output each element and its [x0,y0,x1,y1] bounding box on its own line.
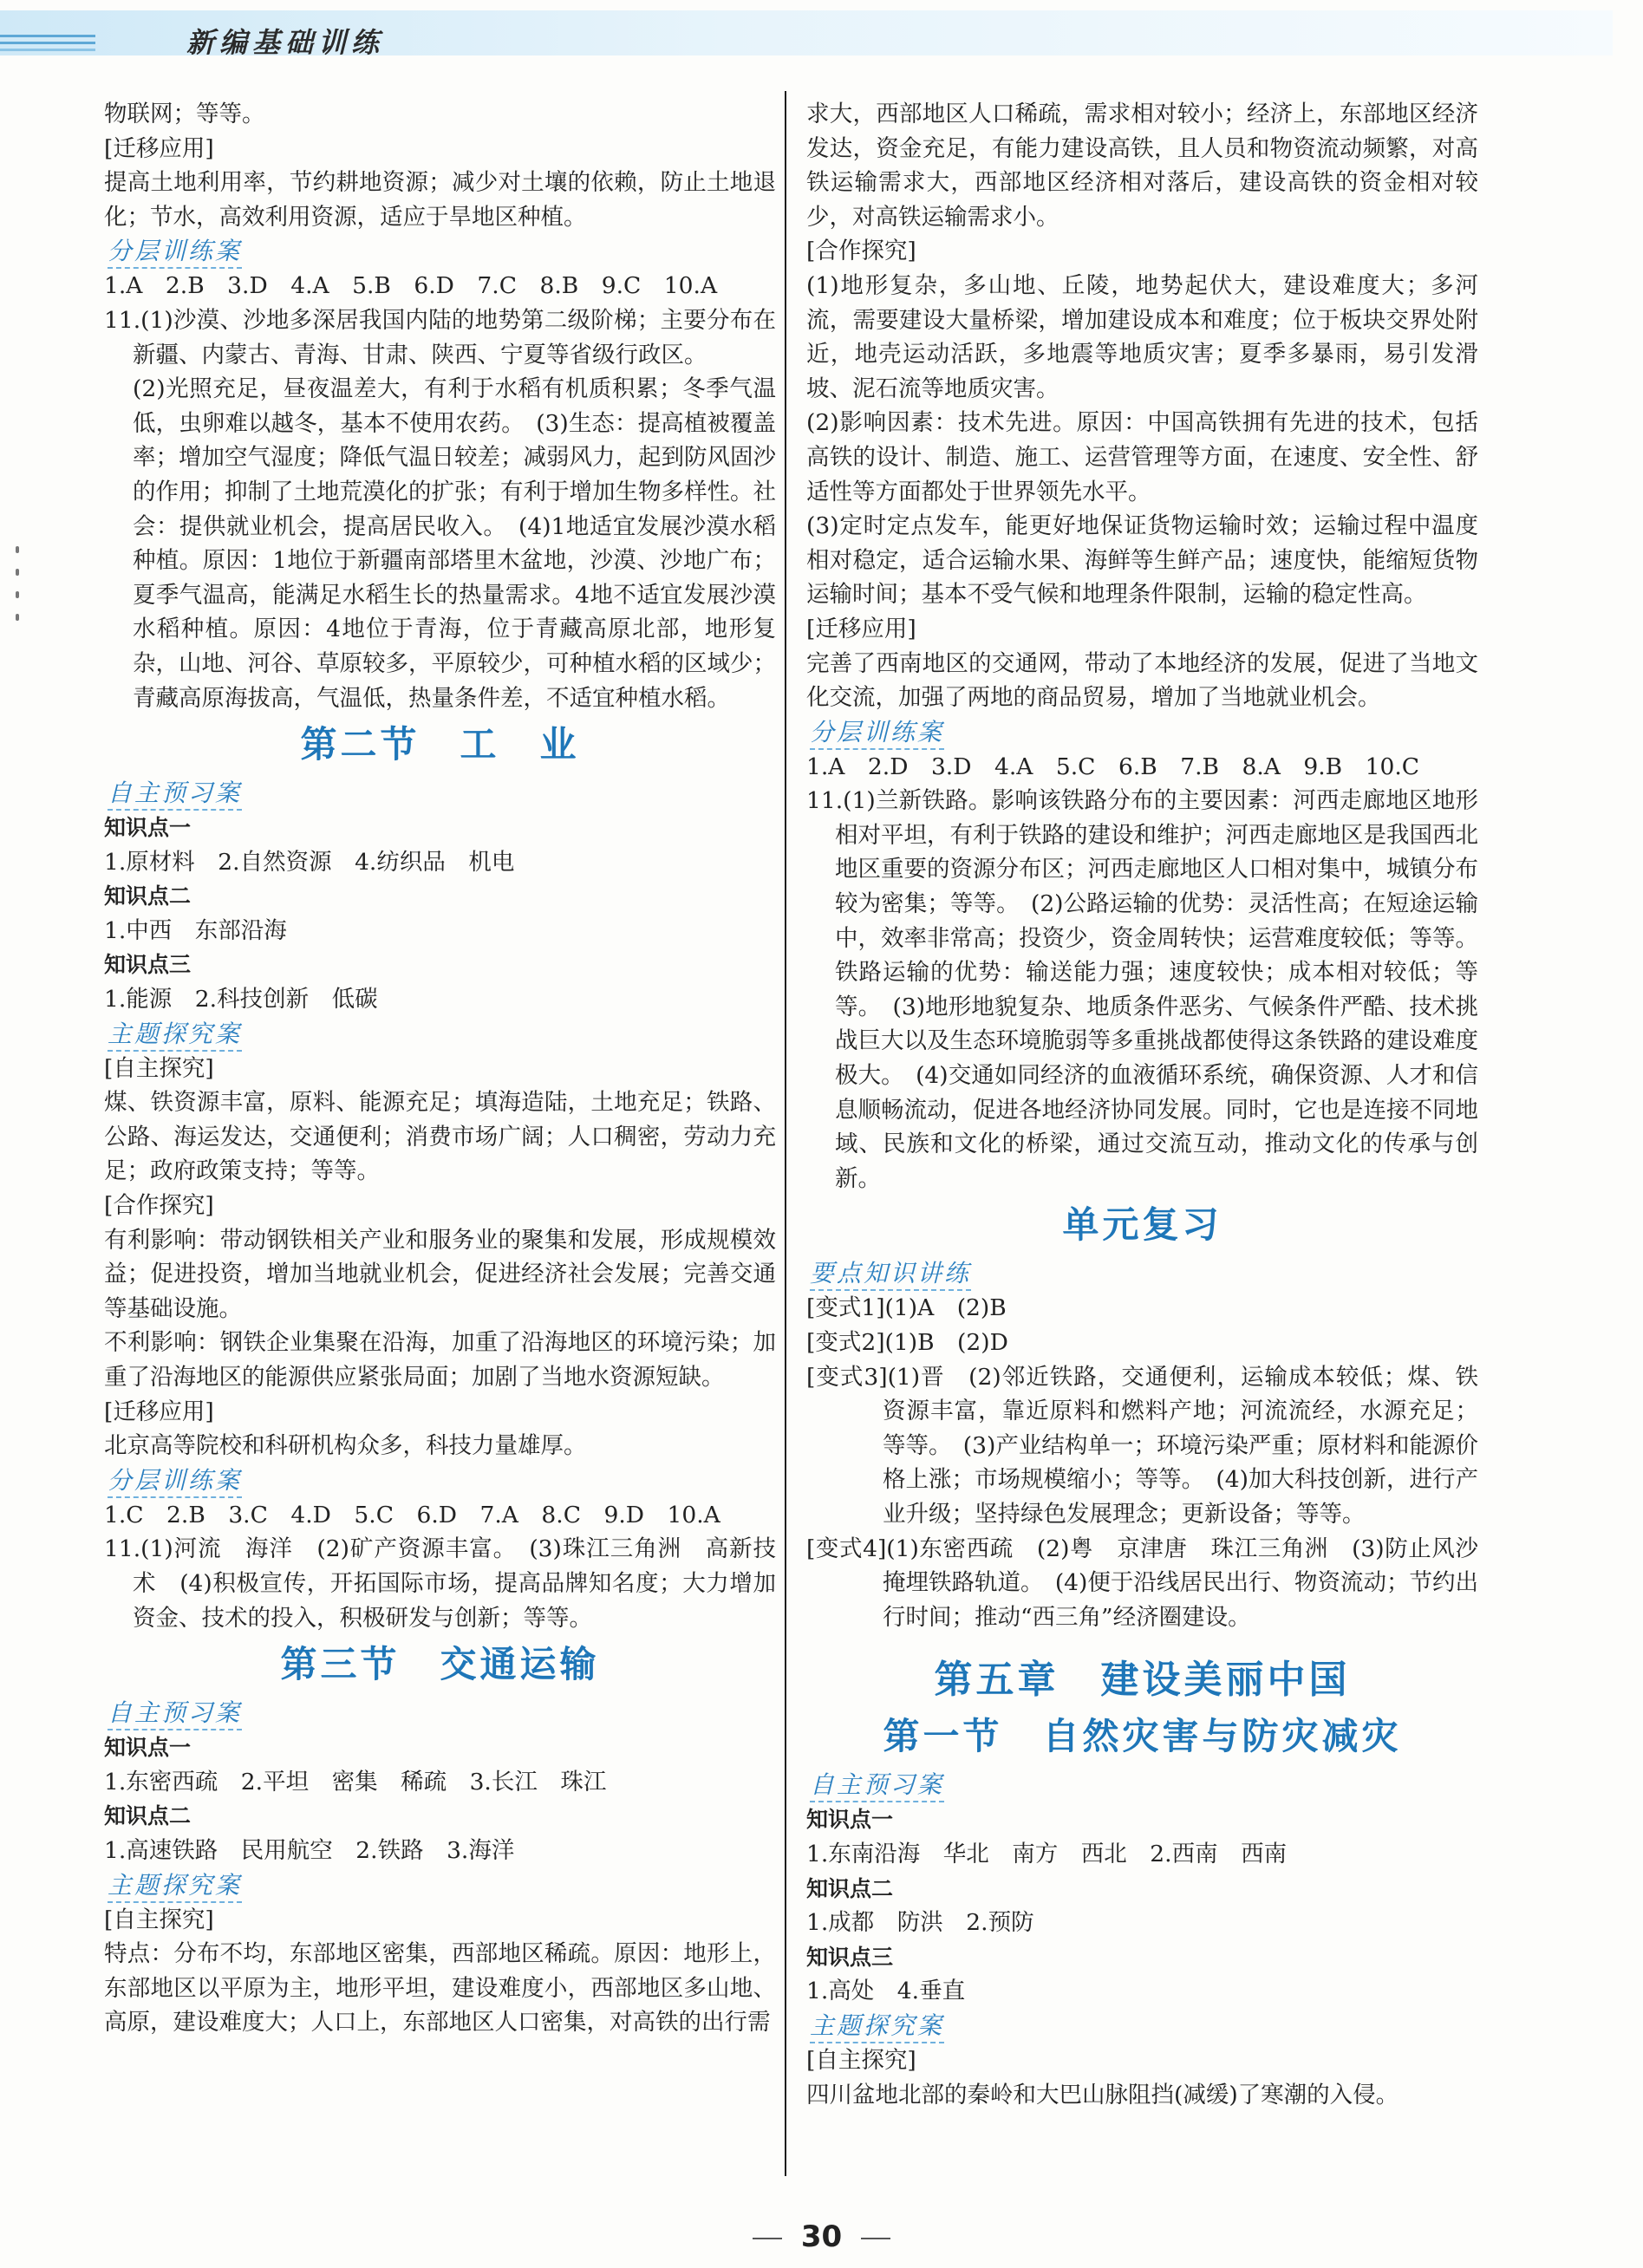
answer-paragraph: (3)定时定点发车，能更好地保证货物运输时效；运输过程中温度相对稳定，适合运输水果、海鲜等生鲜产品；速度快，能缩短货物运输时间；基本不受气候和地理条件限制，运输的稳定性高。 [806,512,1478,609]
header-title: 新编基础训练 [186,26,385,59]
choice-answers: 1.C 2.B 3.C 4.D 5.C 6.D 7.A 8.C 9.D 10.A [104,1501,720,1528]
answer-paragraph: 不利影响：钢铁企业集聚在沿海，加重了沿海地区的环境污染；加重了沿海地区的能源供应紧张局面；加剧了当地水资源短缺。 [104,1329,776,1391]
answer-line: 1.高处 4.垂直 [806,1978,966,2005]
answer-paragraph: (1)地形复杂，多山地、丘陵，地势起伏大，建设难度大；多河流，需要建设大量桥梁，增加建设成本和难度；位于板块交界处附近，地壳运动活跃，多地震等地质灾害；夏季多暴雨，易引发滑坡、泥石流等地质灾害。 [806,271,1478,402]
subsection-tag: [合作探究] [806,238,916,265]
section-label: 分层训练案 [108,1465,242,1498]
variant-answer: [变式3](1)晋 (2)邻近铁路，交通便利，运输成本较低；煤、铁资源丰富，靠近原料和燃料产地；河流流经，水源充足；等等。 (3)产业结构单一；环境污染严重；原材料和能源价格上涨；市场规模缩小；等等。 (4)加大科技创新，进行产业升级；坚持绿色发展理念；更新设备；等等。 [806,1363,1478,1528]
chapter-heading: 第五章 建设美丽中国 [934,1658,1351,1703]
subsection-tag: [迁移应用] [104,134,214,162]
section-label: 分层训练案 [108,236,242,269]
page-number-rule [753,2238,782,2239]
choice-answers: 1.A 2.D 3.D 4.A 5.C 6.B 7.B 8.A 9.B 10.C [806,753,1420,780]
answer-paragraph: 四川盆地北部的秦岭和大巴山脉阻挡(减缓)了寒潮的入侵。 [806,2081,1399,2108]
knowledge-point-title: 知识点二 [806,1875,894,1901]
subsection-tag: [迁移应用] [104,1398,214,1425]
section-heading: 第二节 工 业 [300,723,580,766]
section-label: 分层训练案 [810,717,944,750]
answer-paragraph: 煤、铁资源丰富，原料、能源充足；填海造陆，土地充足；铁路、公路、海运发达，交通便利；消费市场广阔；人口稠密，劳动力充足；政府政策支持；等等。 [104,1089,776,1185]
section-label: 自主预习案 [108,1698,242,1730]
section-heading: 第一节 自然灾害与防灾减灾 [883,1715,1402,1758]
section-label: 要点知识讲练 [810,1258,971,1291]
section-label: 主题探究案 [810,2011,944,2043]
choice-answers: 1.A 2.B 3.D 4.A 5.B 6.D 7.C 8.B 9.C 10.A [104,272,718,300]
subsection-tag: [自主探究] [104,1054,214,1082]
page-number-rule [861,2238,890,2239]
section-label: 主题探究案 [108,1870,242,1903]
subsection-tag: [自主探究] [806,2046,916,2074]
answer-paragraph: 11.(1)河流 海洋 (2)矿产资源丰富。 (3)珠江三角洲 高新技术 (4)积极宣传，开拓国际市场，提高品牌知名度；大力增加资金、技术的投入，积极研发与创新；等等。 [104,1535,776,1632]
variant-answer: [变式1](1)A (2)B [806,1294,1007,1322]
left-column [104,97,776,2040]
answer-paragraph: 北京高等院校和科研机构众多，科技力量雄厚。 [104,1432,587,1460]
variant-answer: [变式2](1)B (2)D [806,1329,1008,1356]
answer-paragraph: 11.(1)兰新铁路。影响该铁路分布的主要因素：河西走廊地区地形相对平坦，有利于铁路的建设和维护；河西走廊地区是我国西北地区重要的资源分布区；河西走廊地区人口相对集中，城镇分布较为密集；等等。 (2)公路运输的优势：灵活性高；在短途运输中，效率非常高；投资少，资金周转快；运营难度较低；等等。铁路运输的优势：输送能力强；速度较快；成本相对较低；等等。 (3)地形地貌复杂、地质条件恶劣、气候条件严酷、技术挑战巨大以及生态环境脆弱等多重挑战都使得这条铁路的建设难度极大。 (4)交通如同经济的血液循环系统，确保资源、人才和信息顺畅流动，促进各地经济协同发展。同时，它也是连接不同地域、民族和文化的桥梁，通过交流互动，推动文化的传承与创新。 [806,787,1478,1192]
answer-paragraph: 有利影响：带动钢铁相关产业和服务业的聚集和发展，形成规模效益；促进投资，增加当地就业机会，促进经济社会发展；完善交通等基础设施。 [104,1226,776,1322]
section-label: 自主预习案 [810,1769,944,1802]
variant-answer: [变式4](1)东密西疏 (2)粤 京津唐 珠江三角洲 (3)防止风沙掩埋铁路轨道。 (4)便于沿线居民出行、物资流动；节约出行时间；推动“西三角”经济圈建设。 [806,1535,1478,1631]
answer-paragraph: 特点：分布不均，东部地区密集，西部地区稀疏。原因：地形上，东部地区以平原为主，地形平坦，建设难度小，西部地区多山地、高原，建设难度大；人口上，东部地区人口密集，对高铁的出行需 [104,1940,776,2037]
answer-line: 1.原材料 2.自然资源 4.纺织品 机电 [104,848,515,876]
right-column [806,97,1478,2112]
section-label: 自主预习案 [108,778,242,811]
knowledge-point-title: 知识点一 [806,1807,894,1833]
answer-line: 1.能源 2.科技创新 低碳 [104,986,378,1013]
answer-paragraph: 求大，西部地区人口稀疏，需求相对较小；经济上，东部地区经济发达，资金充足，有能力建设高铁，且人员和物资流动频繁，对高铁运输需求大，西部地区经济相对落后，建设高铁的资金相对较少，对高铁运输需求小。 [806,101,1478,231]
header-stripes [0,35,95,37]
answer-line: 1.东密西疏 2.平坦 密集 稀疏 3.长江 珠江 [104,1768,607,1796]
knowledge-point-title: 知识点三 [806,1944,894,1970]
answer-paragraph: 11.(1)沙漠、沙地多深居我国内陆的地势第二级阶梯；主要分布在新疆、内蒙古、青海、甘肃、陕西、宁夏等省级行政区。 [104,306,776,368]
answer-paragraph: 完善了西南地区的交通网，带动了本地经济的发展，促进了当地文化交流，加强了两地的商品贸易，增加了当地就业机会。 [806,649,1478,712]
answer-paragraph: (2)光照充足，昼夜温差大，有利于水稻有机质积累；冬季气温低，虫卵难以越冬，基本不使用农药。 (3)生态：提高植被覆盖率；增加空气湿度；降低气温日较差；减弱风力，起到防风固沙的作用；抑制了土地荒漠化的扩张；有利于增加生物多样性。社会：提供就业机会，提高居民收入。 (4)1地适宜发展沙漠水稻种植。原因：1地位于新疆南部塔里木盆地，沙漠、沙地广布；夏季气温高，能满足水稻生长的热量需求。4地不适宜发展沙漠水稻种植。原因：4地位于青海，位于青藏高原北部，地形复杂，山地、河谷、草原较多，平原较少，可种植水稻的区域少；青藏高原海拔高，气温低，热量条件差，不适宜种植水稻。 [133,375,776,712]
answer-line: 1.成都 防洪 2.预防 [806,1909,1034,1937]
section-heading: 第三节 交通运输 [280,1643,600,1686]
answer-line: 1.东南沿海 华北 南方 西北 2.西南 西南 [806,1840,1288,1867]
page-header [0,0,1643,69]
column-divider [785,91,786,2176]
knowledge-point-title: 知识点一 [104,815,192,841]
knowledge-point-title: 知识点二 [104,883,192,909]
section-heading: 单元复习 [1062,1203,1222,1247]
text-line: 物联网；等等。 [104,101,265,127]
answer-paragraph: 提高土地利用率，节约耕地资源；减少对土壤的依赖，防止土地退化；节水，高效利用资源，适应于旱地区种植。 [104,169,776,231]
knowledge-point-title: 知识点二 [104,1803,192,1829]
margin-marks [16,546,24,636]
knowledge-point-title: 知识点三 [104,952,192,978]
answer-line: 1.中西 东部沿海 [104,916,287,944]
subsection-tag: [迁移应用] [806,615,916,642]
knowledge-point-title: 知识点一 [104,1735,192,1761]
answer-line: 1.高速铁路 民用航空 2.铁路 3.海洋 [104,1836,515,1864]
subsection-tag: [合作探究] [104,1192,214,1220]
page-number-text: 30 [800,2219,843,2254]
subsection-tag: [自主探究] [104,1906,214,1933]
section-label: 主题探究案 [108,1019,242,1052]
page-number [0,2219,1643,2254]
answer-paragraph: (2)影响因素：技术先进。原因：中国高铁拥有先进的技术，包括高铁的设计、制造、施工、运营管理等方面，在速度、安全性、舒适性等方面都处于世界领先水平。 [806,409,1478,505]
